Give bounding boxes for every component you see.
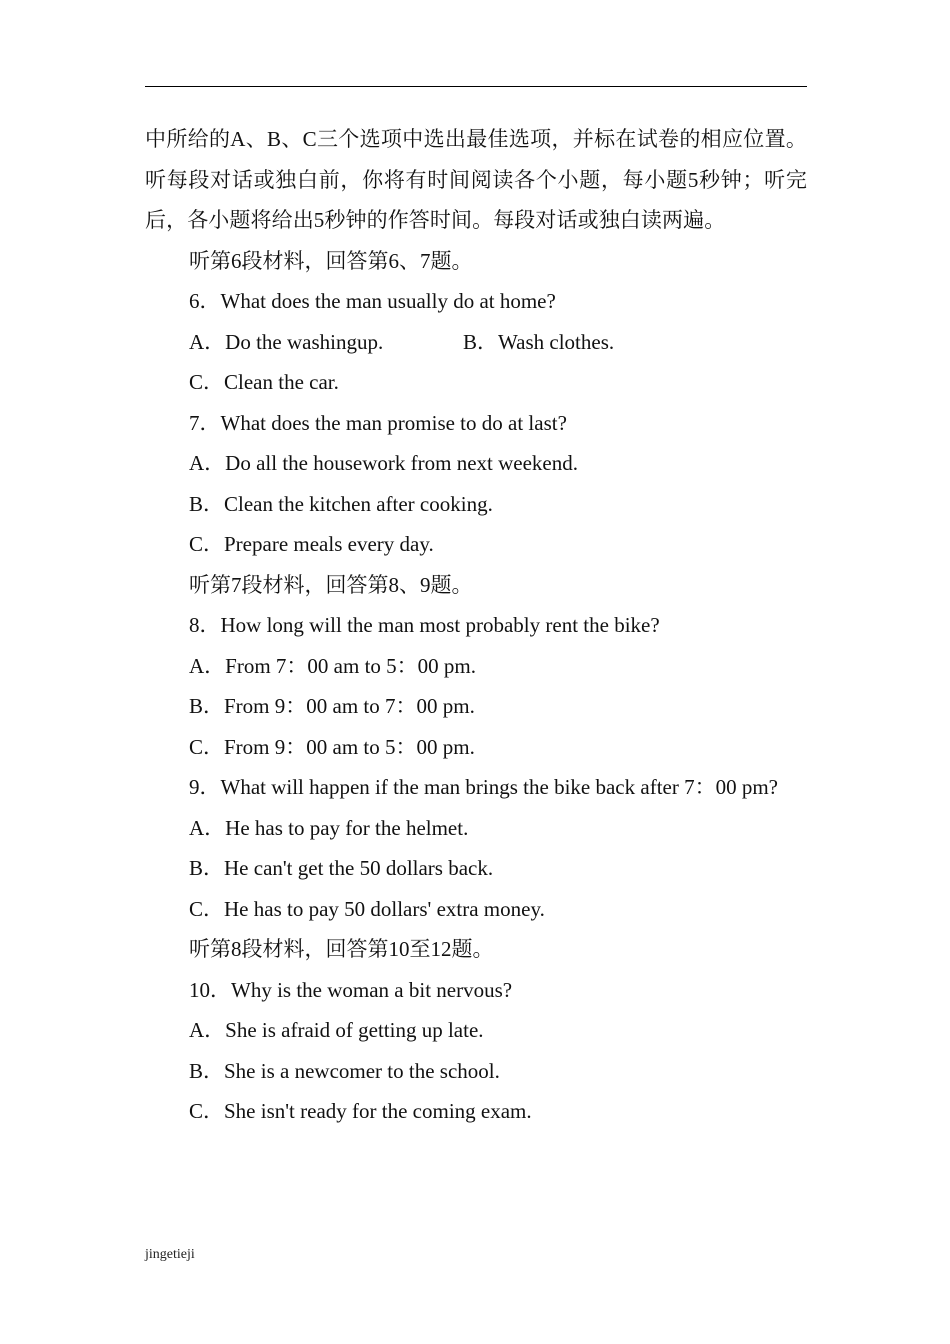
question-6-option-b: B．Wash clothes. [463,329,615,354]
question-7-option-a: A．Do all the housework from next weekend. [189,451,578,475]
question-8-option-a: A．From 7：00 am to 5：00 pm. [189,653,476,678]
question-10-option-b: B．She is a newcomer to the school. [189,1058,500,1083]
question-6-option-a: A．Do the washingup. [189,329,384,354]
page-footer: jingetieji [145,1247,195,1262]
page-content [145,119,807,1132]
instructions-paragraph: 中所给的A、B、C三个选项中选出最佳选项，并标在试卷的相应位置。听每段对话或独白前，你将有时间阅读各个小题，每小题5秒钟；听完后，各小题将给出5秒钟的作答时间。每段对话或独白读两遍。 [145,127,807,232]
question-8: 8．How long will the man most probably rent the bike? [189,613,660,637]
question-7-option-c: C．Prepare meals every day. [189,532,434,556]
question-10-option-c: C．She isn't ready for the coming exam. [189,1099,532,1123]
question-9-option-b: B．He can't get the 50 dollars back. [189,856,494,880]
question-8-option-b: B．From 9：00 am to 7：00 pm. [189,694,475,718]
question-7: 7．What does the man promise to do at last? [189,410,567,435]
section-heading-6: 听第6段材料，回答第6、7题。 [189,248,473,273]
header-rule [145,86,807,87]
question-6-option-c: C．Clean the car. [189,370,339,394]
section-heading-7: 听第7段材料，回答第8、9题。 [189,572,473,597]
question-9-option-c: C．He has to pay 50 dollars' extra money. [189,896,545,921]
question-10-option-a: A．She is afraid of getting up late. [189,1018,484,1042]
section-heading-8: 听第8段材料，回答第10至12题。 [189,937,494,961]
question-6-options-ab [145,322,807,363]
question-10: 10．Why is the woman a bit nervous? [189,977,513,1002]
question-9: 9．What will happen if the man brings the bike back after 7：00 pm? [189,775,778,799]
question-8-option-c: C．From 9：00 am to 5：00 pm. [189,734,475,759]
question-6: 6．What does the man usually do at home? [189,289,556,313]
question-7-option-b: B．Clean the kitchen after cooking. [189,491,493,516]
question-9-option-a: A．He has to pay for the helmet. [189,815,469,840]
